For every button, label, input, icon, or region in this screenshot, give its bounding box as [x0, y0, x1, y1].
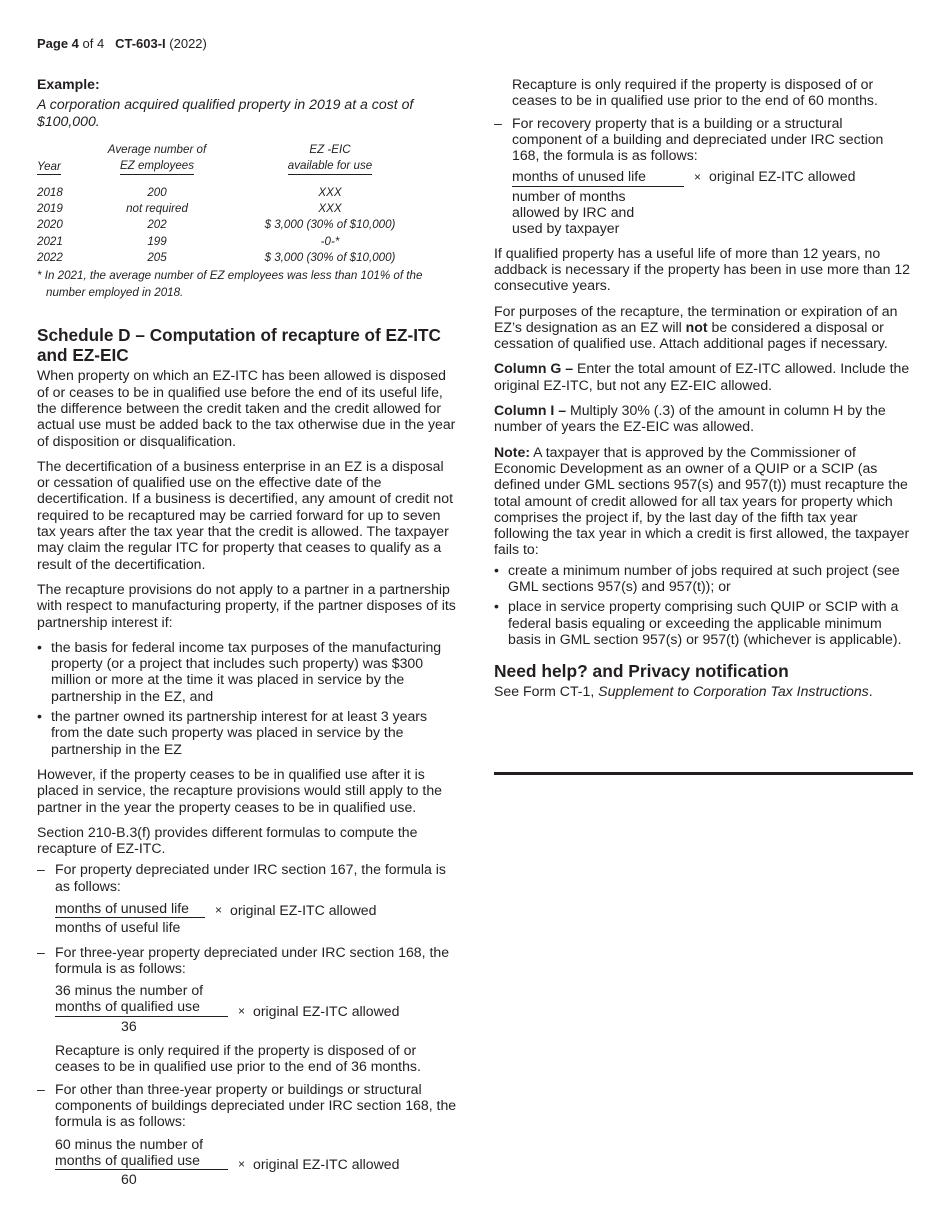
right-column — [494, 76, 914, 709]
cell-employees: 199 — [147, 234, 167, 248]
help-heading: Need help? and Privacy notification — [494, 661, 789, 682]
column-g-label: Column G – — [494, 360, 574, 377]
form-id: CT-603-I — [115, 36, 166, 51]
formula-rhs: original EZ-ITC allowed — [709, 168, 856, 185]
formula-rhs: original EZ-ITC allowed — [253, 1002, 400, 1019]
formula-numerator: months of unused life — [55, 900, 205, 918]
dash-marker: – — [37, 1080, 45, 1097]
col-eic-header-2: available for use — [288, 158, 372, 175]
cell-employees: 205 — [147, 251, 167, 265]
formula-3yr-item — [37, 944, 457, 977]
note-label: Note: — [494, 443, 531, 460]
column-i-para: Column I – Multiply 30% (.3) of the amount in column H by the number of years the EZ-EIC was allowed. — [494, 402, 886, 435]
col-eic-header-1: EZ -EIC — [309, 142, 351, 156]
formula-167-text: For property depreciated under IRC section 167, the formula is as follows: — [55, 861, 446, 894]
table-row — [37, 234, 451, 250]
page-number: Page 4 — [37, 36, 79, 51]
col-avg-header-1: Average number of — [107, 142, 207, 156]
table-row — [37, 217, 451, 233]
bullet-icon: • — [494, 561, 499, 578]
end-divider — [494, 772, 913, 775]
help-publication-title: Supplement to Corporation Tax Instructions — [598, 683, 869, 700]
cell-eic: $ 3,000 (30% of $10,000) — [264, 251, 396, 265]
example-description: A corporation acquired qualified property in 2019 at a cost of $100,000. — [37, 96, 414, 129]
cell-employees: not required — [126, 202, 188, 216]
formula-3yr — [55, 982, 457, 1034]
cell-year: 2021 — [37, 234, 63, 248]
formula-numerator-line2: months of qualified use — [55, 998, 228, 1016]
formula-denominator-line2: allowed by IRC and — [512, 204, 635, 221]
multiply-icon: × — [238, 1157, 246, 1172]
formula-other — [55, 1136, 457, 1188]
formula-denominator-line3: used by taxpayer — [512, 220, 620, 237]
cell-eic: XXX — [318, 202, 342, 216]
note-para: Note: A taxpayer that is approved by the Commissioner of Economic Development as an owner of a QUIP or a SCIP (as defined under GML sections 957(s) and 957(t)) must recapture the total amount of credit allowed for all tax years for property which comprises the project if, by the last day of the fifth tax year following the tax year in which a credit is first allowed, the taxpayer fails to: — [494, 443, 910, 558]
multiply-icon: × — [694, 170, 702, 185]
formula-denominator: 60 — [121, 1171, 137, 1188]
recapture-36-note: Recapture is only required if the property is disposed of or ceases to be in qualified use prior to the end of 36 months. — [55, 1042, 421, 1075]
formula-numerator-line2: months of qualified use — [55, 1152, 228, 1170]
formula-recovery-item — [494, 115, 914, 164]
bullet-icon: • — [494, 598, 499, 615]
example-table-body — [37, 185, 451, 266]
help-text: See Form CT-1, Supplement to Corporation Tax Instructions. — [494, 683, 873, 700]
cell-year: 2020 — [37, 218, 63, 232]
table-row — [37, 250, 451, 266]
dash-marker: – — [37, 861, 45, 878]
form-year: (2022) — [169, 36, 207, 51]
useful-life-para: If qualified property has a useful life of more than 12 years, no addback is necessary if the property has been in use more than 12 consecutive years. — [494, 244, 911, 294]
table-row — [37, 185, 451, 201]
column-g-para: Column G – Enter the total amount of EZ-ITC allowed. Include the original EZ-ITC, but not any EZ-EIC allowed. — [494, 360, 910, 393]
formula-rhs: original EZ-ITC allowed — [253, 1156, 400, 1173]
example-table — [37, 141, 451, 301]
cell-year: 2019 — [37, 202, 63, 216]
cell-employees: 200 — [147, 185, 167, 199]
schedule-d-para-3: The recapture provisions do not apply to a partner in a partnership with respect to manufacturing property, if the partner disposes of its partnership interest if: — [37, 580, 456, 630]
cell-employees: 202 — [147, 218, 167, 232]
schedule-d-para-1: When property on which an EZ-ITC has been allowed is disposed of or ceases to be in qualified use before the end of its useful life, the difference between the credit taken and the credit allowed for actual use must be added back to the tax otherwise due in the year of disposition or disqualification. — [37, 367, 456, 449]
dash-marker: – — [37, 943, 45, 960]
page-total: of 4 — [82, 36, 105, 51]
schedule-d-para-5: Section 210-B.3(f) provides different formulas to compute the recapture of EZ-ITC. — [37, 823, 418, 857]
bullet-icon: • — [37, 638, 42, 655]
formula-other-text: For other than three-year property or buildings or structural components of buildings depreciated under IRC section 168, the formula is as follows: — [55, 1080, 457, 1130]
formula-rhs: original EZ-ITC allowed — [230, 901, 377, 918]
note-conditions-list — [494, 562, 914, 647]
example-title: Example: — [37, 76, 100, 92]
formula-numerator-line1: 36 minus the number of — [55, 982, 204, 999]
formula-numerator: months of unused life — [512, 168, 684, 186]
col-year-header: Year — [37, 159, 61, 173]
col-avg-header-2: EZ employees — [120, 158, 194, 175]
schedule-d-para-2: The decertification of a business enterprise in an EZ is a disposal or cessation of qualified use on the effective date of the decertification. If a business is decertified, any amount of credit not required to be recaptured may be carried forward for up to seven tax years after the tax year that the credit is allowed. The taxpayer may claim the regular ITC for property that ceases to qualify as a result of the decertification. — [37, 457, 453, 572]
schedule-d-heading: Schedule D – Computation of recapture of EZ-ITC and EZ-EIC — [37, 325, 441, 366]
schedule-d-para-4: However, if the property ceases to be in qualified use after it is placed in service, the recapture provisions would still apply to the partner in the year the property ceases to be in qualified use. — [37, 765, 443, 815]
multiply-icon: × — [215, 902, 223, 917]
list-item: • create a minimum number of jobs required at such project (see GML sections 957(s) and 957(t)); or — [494, 561, 900, 595]
formula-numerator-line1: 60 minus the number of — [55, 1135, 204, 1152]
partner-conditions-list — [37, 639, 457, 757]
list-item: • the basis for federal income tax purposes of the manufacturing property (or a project that includes such property) was $300 million or more at the time it was placed in service by the partnership in the EZ, and — [37, 638, 442, 704]
termination-para: For purposes of the recapture, the termination or expiration of an EZ’s designation as an EZ will not be considered a disposal or cessation of qualified use. Attach additional pages if necessary. — [494, 302, 898, 352]
cell-year: 2022 — [37, 251, 63, 265]
list-item: • the partner owned its partnership interest for at least 3 years from the date such property was placed in service by the partnership in the EZ — [37, 708, 428, 757]
cell-eic: XXX — [318, 185, 342, 199]
bullet-icon: • — [37, 708, 42, 725]
formula-denominator: 36 — [121, 1017, 137, 1034]
example-table-header — [37, 141, 451, 175]
cell-eic: -0-* — [320, 234, 340, 248]
dash-marker: – — [494, 114, 502, 131]
formula-denominator-line1: number of months — [512, 187, 626, 204]
multiply-icon: × — [238, 1003, 246, 1018]
left-column — [37, 76, 457, 1195]
example-footnote: * In 2021, the average number of EZ employees was less than 101% of the number employed in 2018. — [37, 269, 423, 300]
list-item: • place in service property comprising such QUIP or SCIP with a federal basis equaling or exceeding the applicable minimum basis in GML section 957(s) or 957(t) (whichever is applicable). — [494, 598, 902, 647]
page-header — [37, 36, 207, 52]
cell-eic: $ 3,000 (30% of $10,000) — [264, 218, 396, 232]
formula-167 — [55, 900, 457, 936]
formula-recovery-text: For recovery property that is a building or a structural component of a building and depreciated under IRC section 168, the formula is as follows: — [512, 114, 884, 164]
formula-167-item — [37, 861, 457, 894]
formula-recovery — [512, 168, 914, 236]
column-i-label: Column I – — [494, 402, 567, 419]
recapture-60-note: Recapture is only required if the property is disposed of or ceases to be in qualified use prior to the end of 60 months. — [512, 76, 878, 109]
table-row — [37, 201, 451, 217]
cell-year: 2018 — [37, 185, 63, 199]
formula-denominator: months of useful life — [55, 919, 181, 936]
formula-3yr-text: For three-year property depreciated under IRC section 168, the formula is as follows: — [55, 943, 450, 976]
formula-other-item — [37, 1081, 457, 1130]
